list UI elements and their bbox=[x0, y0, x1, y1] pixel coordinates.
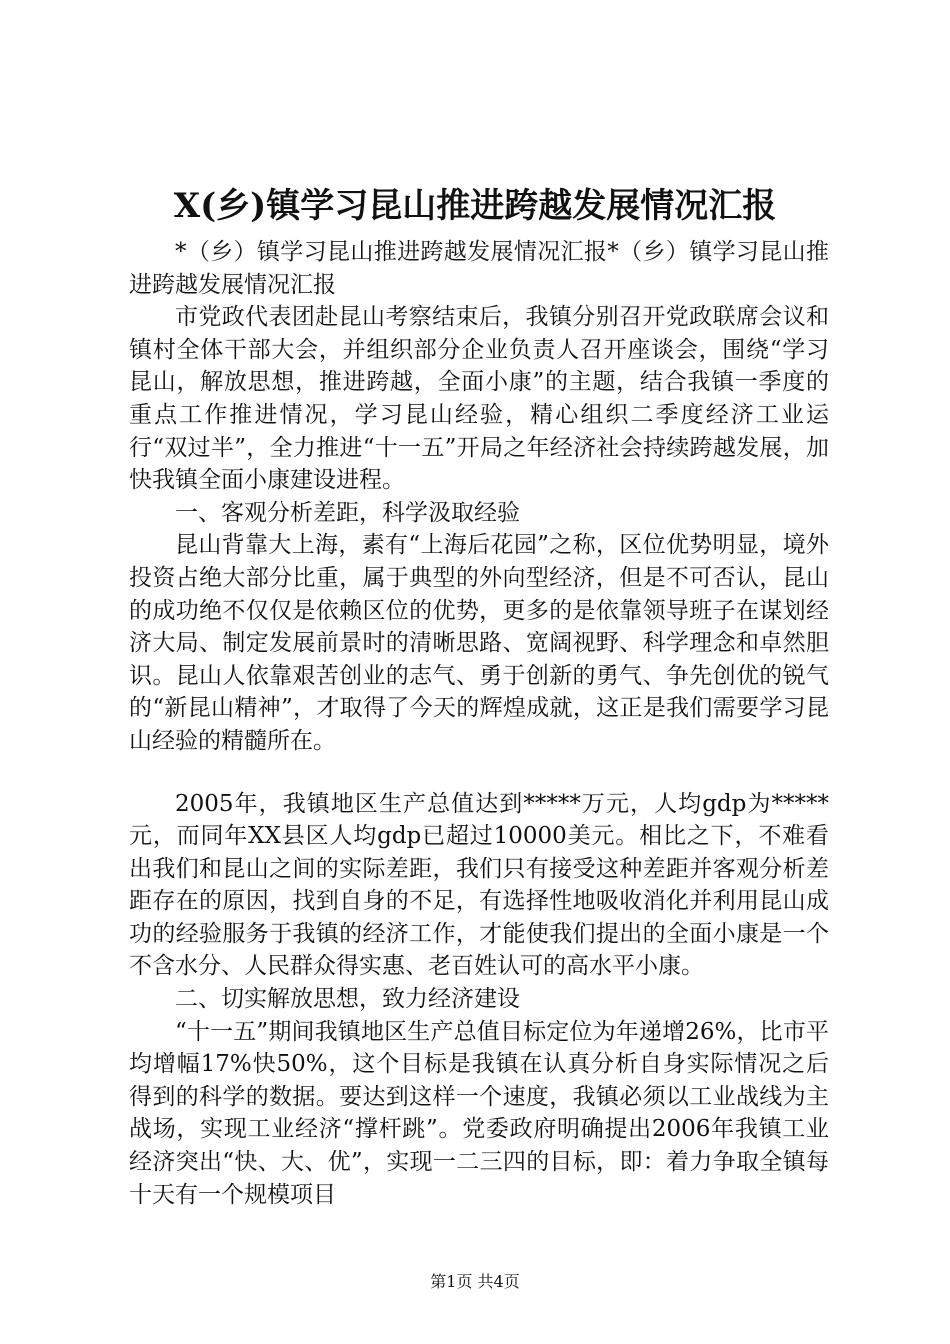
document-title: X(乡)镇学习昆山推进跨越发展情况汇报 bbox=[173, 186, 777, 226]
section-heading-1: 一、客观分析差距，科学汲取经验 bbox=[175, 499, 520, 526]
section-heading-2: 二、切实解放思想，致力经济建设 bbox=[175, 986, 520, 1013]
paragraph-intro: *（乡）镇学习昆山推进跨越发展情况汇报*（乡）镇学习昆山推进跨越发展情况汇报 bbox=[129, 239, 829, 298]
paragraph-kunshan: 昆山背靠大上海，素有“上海后花园”之称，区位优势明显，境外投资占绝大部分比重，属于典型的外向型经济，但是不可否认，昆山的成功绝不仅仅是依赖区位的优势，更多的是依靠领导班子在谋划经济大局、制定发展前景时的清晰思路、宽阔视野、科学理念和卓然胆识。昆山人依靠艰苦创业的志气、勇于创新的勇气、争先创优的锐气的“新昆山精神”，才取得了今天的辉煌成就，这正是我们需要学习昆山经验的精髓所在。 bbox=[129, 532, 829, 754]
paragraph-background: 市党政代表团赴昆山考察结束后，我镇分别召开党政联席会议和镇村全体干部大会，并组织部分企业负责人召开座谈会，围绕“学习昆山，解放思想，推进跨越，全面小康”的主题，结合我镇一季度的重点工作推进情况，学习昆山经验，精心组织二季度经济工业运行“双过半”，全力推进“十一五”开局之年经济社会持续跨越发展，加快我镇全面小康建设进程。 bbox=[129, 304, 829, 494]
paragraph-2005: 2005年，我镇地区生产总值达到*****万元，人均gdp为*****元，而同年XX县区人均gdp已超过10000美元。相比之下，不难看出我们和昆山之间的实际差距，我们只有接受这种差距并客观分析差距存在的原因，找到自身的不足，有选择性地吸收消化并利用昆山成功的经验服务于我镇的经济工作，才能使我们提出的全面小康是一个不含水分、人民群众得实惠、老百姓认可的高水平小康。 bbox=[129, 790, 829, 980]
document-body bbox=[129, 236, 829, 1211]
page-footer: 第1页 共4页 bbox=[430, 1272, 520, 1291]
paragraph-targets: “十一五”期间我镇地区生产总值目标定位为年递增26%，比市平均增幅17%快50%，这个目标是我镇在认真分析自身实际情况之后得到的科学的数据。要达到这样一个速度，我镇必须以工业战线为主战场，实现工业经济“撑杆跳”。党委政府明确提出2006年我镇工业经济突出“快、大、优”，实现一二三四的目标，即：着力争取全镇每十天有一个规模项目 bbox=[129, 1018, 829, 1208]
